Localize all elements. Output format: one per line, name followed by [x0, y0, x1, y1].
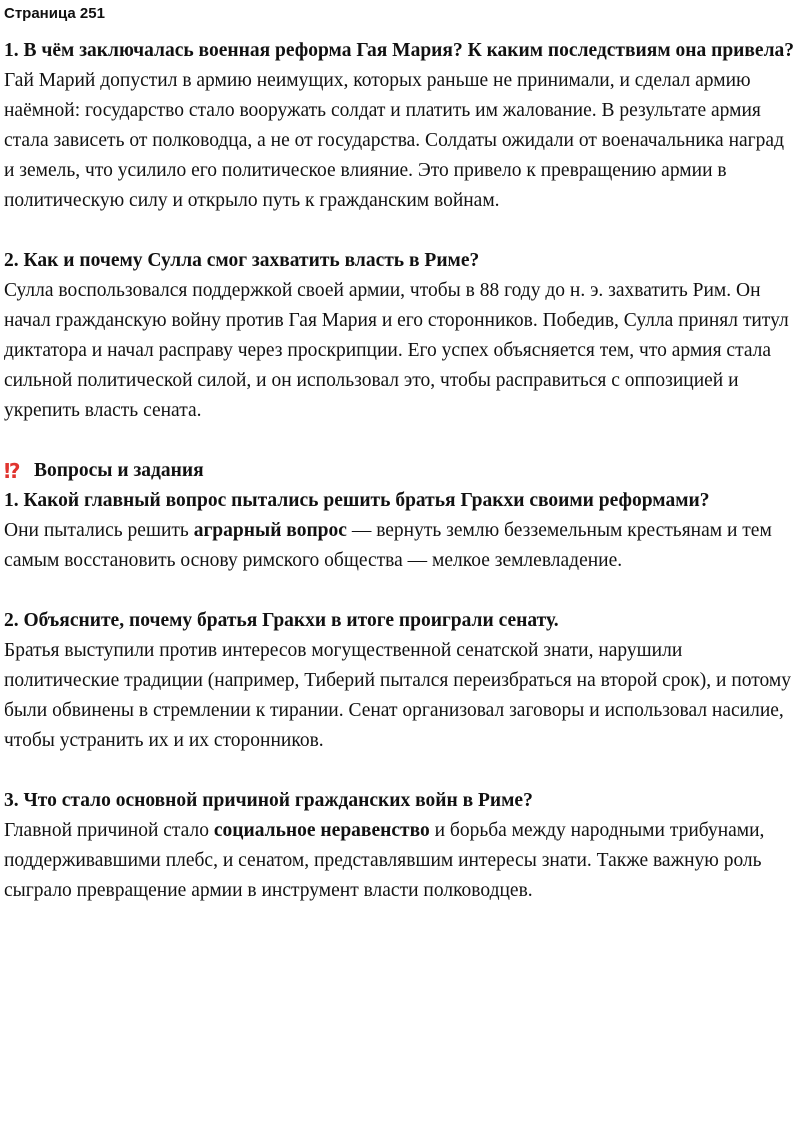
answer-text: — вернуть землю безземельным крестьянам и тем самым восстановить основу римского общества — мелкое землевладение. — [4, 520, 772, 571]
answer-emphasis: социальное неравенство — [213, 820, 430, 841]
exclamation-question-icon: ⁉ — [4, 459, 18, 483]
answer-text: и борьба между народными трибунами, поддерживавшими плебс, и сенатом, представлявшим интересы знати. Также важную роль сыграло превращение армии в инструмент власти полководцев. — [4, 820, 765, 901]
answer-text: Они пытались решить — [4, 520, 194, 541]
answer-paragraph: Гай Марий допустил в армию неимущих, которых раньше не принимали, и сделал армию наёмной: государство стало вооружать солдат и платить им жалование. В результате армия стала зависеть от полководца, а не от государства. Солдаты ожидали от военачальника наград и земель, что усилило его политическое влияние. Это привело к превращению армии в политическую силу и открыло путь к гражданским войнам. — [4, 70, 784, 211]
answer-text: Главной причиной стало — [4, 820, 214, 841]
question-heading: 2. Как и почему Сулла смог захватить власть в Риме? — [4, 250, 480, 271]
answer-paragraph: Сулла воспользовался поддержкой своей армии, чтобы в 88 году до н. э. захватить Рим. Он начал гражданскую войну против Гая Мария и его сторонников. Победив, Сулла принял титул диктатора и начал расправу через проскрипции. Его успех объясняется тем, что армия стала сильной политической силой, и он использовал это, чтобы расправиться с оппозицией и укрепить власть сената. — [4, 280, 789, 421]
question-heading: 2. Объясните, почему братья Гракхи в итоге проиграли сенату. — [4, 610, 559, 631]
question-heading: 1. Какой главный вопрос пытались решить братья Гракхи своими реформами? — [4, 490, 710, 511]
answer-paragraph — [4, 816, 798, 906]
spacer — [4, 576, 798, 606]
page-label: Страница 251 — [4, 5, 105, 22]
content — [4, 36, 798, 906]
spacer — [4, 756, 798, 786]
answer-paragraph: Братья выступили против интересов могущественной сенатской знати, нарушили политические традиции (например, Тиберий пытался переизбраться на второй срок), и потому были обвинены в стремлении к тирании. Сенат организовал заговоры и использовал насилие, чтобы устранить их и их сторонников. — [4, 640, 791, 751]
spacer — [4, 426, 798, 456]
section-title: Вопросы и задания — [34, 460, 204, 481]
question-heading: 3. Что стало основной причиной гражданских войн в Риме? — [4, 790, 533, 811]
answer-emphasis: аграрный вопрос — [193, 520, 347, 541]
question-heading: 1. В чём заключалась военная реформа Гая Мария? К каким последствиям она привела? — [4, 40, 795, 61]
section-heading — [4, 456, 798, 486]
answer-paragraph — [4, 516, 798, 576]
spacer — [4, 216, 798, 246]
